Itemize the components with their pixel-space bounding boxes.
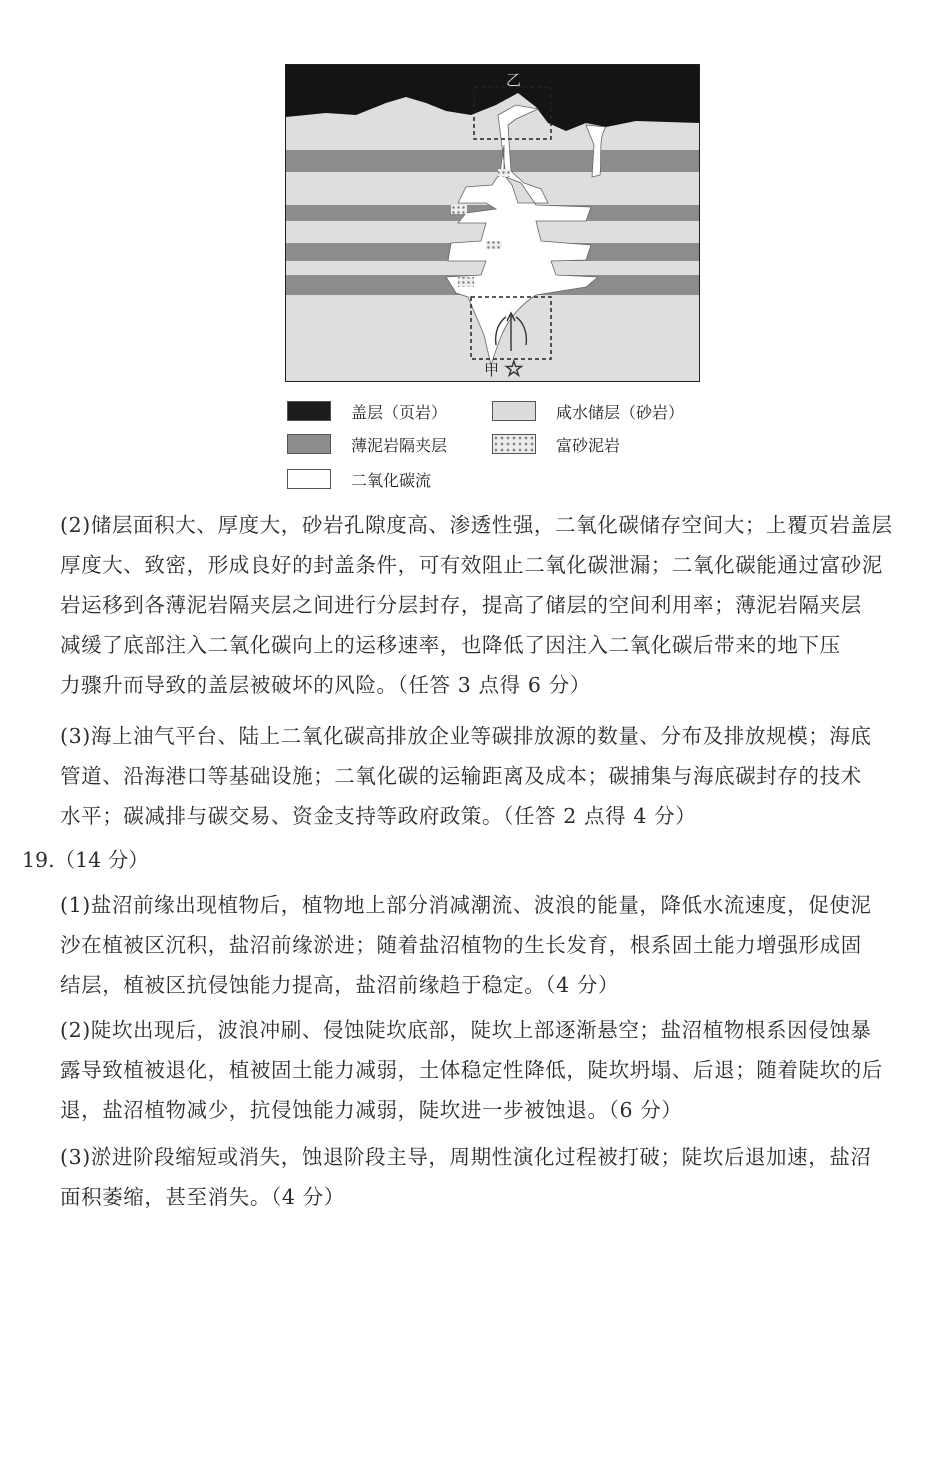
legend-label: 薄泥岩隔夹层: [351, 435, 448, 455]
text-line: (1)盐沼前缘出现植物后，植物地上部分消减潮流、波浪的能量，降低水流速度，促使泥: [60, 893, 872, 917]
cap-swatch: [287, 401, 331, 421]
geology-figure: [285, 64, 700, 382]
question-19-number: 19.（14 分）: [22, 848, 149, 872]
legend-label: 盖层（页岩）: [351, 402, 448, 422]
thin-swatch: [287, 434, 331, 454]
text-line: 厚度大、致密，形成良好的封盖条件，可有效阻止二氧化碳泄漏；二氧化碳能通过富砂泥: [60, 553, 883, 577]
sand-swatch: [492, 434, 536, 454]
legend-item-thin: [287, 433, 447, 455]
legend-item-brine: [492, 400, 684, 422]
marker-yi: 乙: [506, 71, 522, 89]
injection-star-icon: ☆: [504, 357, 524, 382]
sand-rich-mudstone: [498, 169, 510, 177]
legend-item-co2: [287, 468, 431, 490]
q19-answer-2: [60, 1010, 930, 1130]
q19-answer-3: [60, 1137, 930, 1217]
text-line: 面积萎缩，甚至消失。（4 分）: [60, 1185, 345, 1209]
thin-mudstone-layer: [286, 150, 700, 172]
legend: [287, 400, 727, 495]
answer-2: [60, 505, 930, 705]
q19-answer-1: [60, 885, 930, 1005]
text-line: (3)海上油气平台、陆上二氧化碳高排放企业等碳排放源的数量、分布及排放规模；海底: [60, 724, 872, 748]
co2-swatch: [287, 469, 331, 489]
legend-label: 二氧化碳流: [351, 470, 432, 490]
text-line: (2)陡坎出现后，波浪冲刷、侵蚀陡坎底部，陡坎上部逐渐悬空；盐沼植物根系因侵蚀暴: [60, 1018, 872, 1042]
text-line: 结层，植被区抗侵蚀能力提高，盐沼前缘趋于稳定。（4 分）: [60, 973, 620, 997]
text-line: 沙在植被区沉积，盐沼前缘淤进；随着盐沼植物的生长发育，根系固土能力增强形成固: [60, 933, 862, 957]
legend-label: 咸水储层（砂岩）: [556, 402, 685, 422]
text-line: (2)储层面积大、厚度大，砂岩孔隙度高、渗透性强，二氧化碳储存空间大；上覆页岩盖层: [60, 513, 893, 537]
legend-item-cap: [287, 400, 447, 422]
text-line: 岩运移到各薄泥岩隔夹层之间进行分层封存，提高了储层的空间利用率；薄泥岩隔夹层: [60, 593, 862, 617]
brine-swatch: [492, 401, 536, 421]
text-line: 退，盐沼植物减少，抗侵蚀能力减弱，陡坎进一步被蚀退。（6 分）: [60, 1098, 683, 1122]
text-line: 力骤升而导致的盖层被破坏的风险。（任答 3 点得 6 分）: [60, 673, 591, 697]
text-line: (3)淤进阶段缩短或消失，蚀退阶段主导，周期性演化过程被打破；陡坎后退加速，盐沼: [60, 1145, 872, 1169]
legend-label: 富砂泥岩: [556, 435, 621, 455]
sand-rich-mudstone: [486, 241, 502, 249]
marker-jia: 甲: [484, 361, 500, 379]
co2-storage-diagram: [286, 65, 700, 382]
text-line: 管道、沿海港口等基础设施；二氧化碳的运输距离及成本；碳捕集与海底碳封存的技术: [60, 764, 862, 788]
answer-3: [60, 716, 930, 836]
sand-rich-mudstone: [458, 277, 474, 287]
text-line: 水平；碳减排与碳交易、资金支持等政府政策。（任答 2 点得 4 分）: [60, 804, 697, 828]
text-line: 露导致植被退化，植被固土能力减弱，土体稳定性降低，陡坎坍塌、后退；随着陡坎的后: [60, 1058, 883, 1082]
sand-rich-mudstone: [451, 205, 467, 214]
text-line: 减缓了底部注入二氧化碳向上的运移速率，也降低了因注入二氧化碳后带来的地下压: [60, 633, 841, 657]
legend-item-sand: [492, 433, 620, 455]
